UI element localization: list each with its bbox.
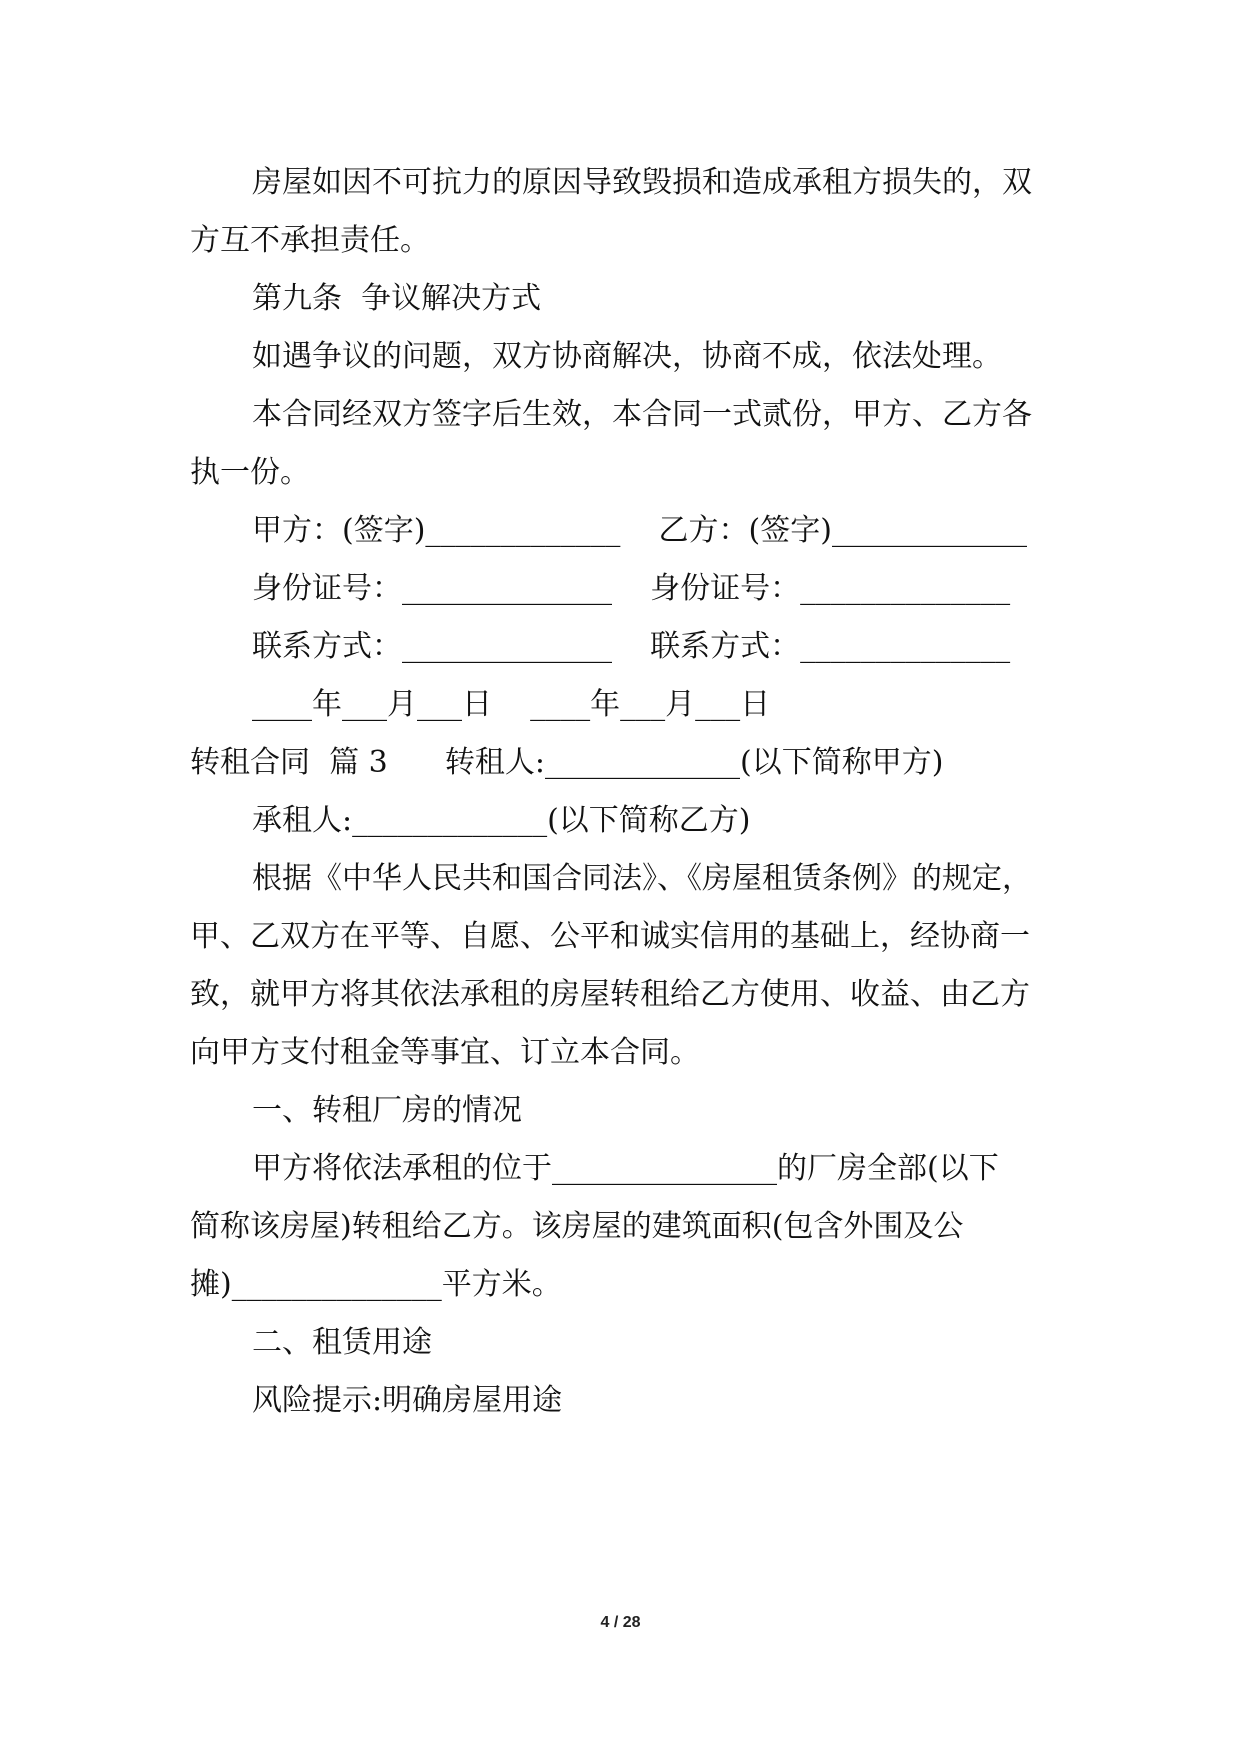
paragraph-line: 向甲方支付租金等事宜、订立本合同。 bbox=[190, 1035, 700, 1070]
date-line: ____年___月___日 ____年___月___日 bbox=[252, 687, 771, 722]
contract-heading: 转租合同 篇 3 转租人:_____________(以下简称甲方) bbox=[190, 745, 944, 780]
section-heading: 一、转租厂房的情况 bbox=[252, 1093, 522, 1128]
paragraph-line: 房屋如因不可抗力的原因导致毁损和造成承租方损失的，双 bbox=[252, 165, 1032, 200]
paragraph-line: 甲方将依法承租的位于_______________的厂房全部(以下 bbox=[252, 1151, 999, 1186]
paragraph-line: 如遇争议的问题，双方协商解决，协商不成，依法处理。 bbox=[252, 339, 1002, 374]
section-heading: 二、租赁用途 bbox=[252, 1325, 432, 1360]
paragraph-line: 致，就甲方将其依法承租的房屋转租给乙方使用、收益、由乙方 bbox=[190, 977, 1030, 1012]
id-number-line: 身份证号：______________ 身份证号：______________ bbox=[252, 571, 1011, 606]
signature-line: 甲方：(签字)_____________ 乙方：(签字)_____________ bbox=[252, 513, 1027, 548]
paragraph-line: 风险提示:明确房屋用途 bbox=[252, 1383, 563, 1418]
paragraph-line: 摊)______________平方米。 bbox=[190, 1267, 562, 1302]
contact-line: 联系方式：______________ 联系方式：______________ bbox=[252, 629, 1011, 664]
paragraph-line: 承租人:_____________(以下简称乙方) bbox=[252, 803, 751, 838]
section-heading: 第九条 争议解决方式 bbox=[252, 281, 542, 316]
paragraph-line: 本合同经双方签字后生效，本合同一式贰份，甲方、乙方各 bbox=[252, 397, 1032, 432]
paragraph-line: 简称该房屋)转租给乙方。该房屋的建筑面积(包含外围及公 bbox=[190, 1209, 964, 1244]
paragraph-line: 执一份。 bbox=[190, 455, 310, 490]
page-number: 4 / 28 bbox=[600, 1614, 641, 1631]
paragraph-line: 甲、乙双方在平等、自愿、公平和诚实信用的基础上，经协商一 bbox=[190, 919, 1030, 954]
paragraph-line: 根据《中华人民共和国合同法》、《房屋租赁条例》的规定， bbox=[252, 861, 1032, 896]
paragraph-line: 方互不承担责任。 bbox=[190, 223, 430, 258]
